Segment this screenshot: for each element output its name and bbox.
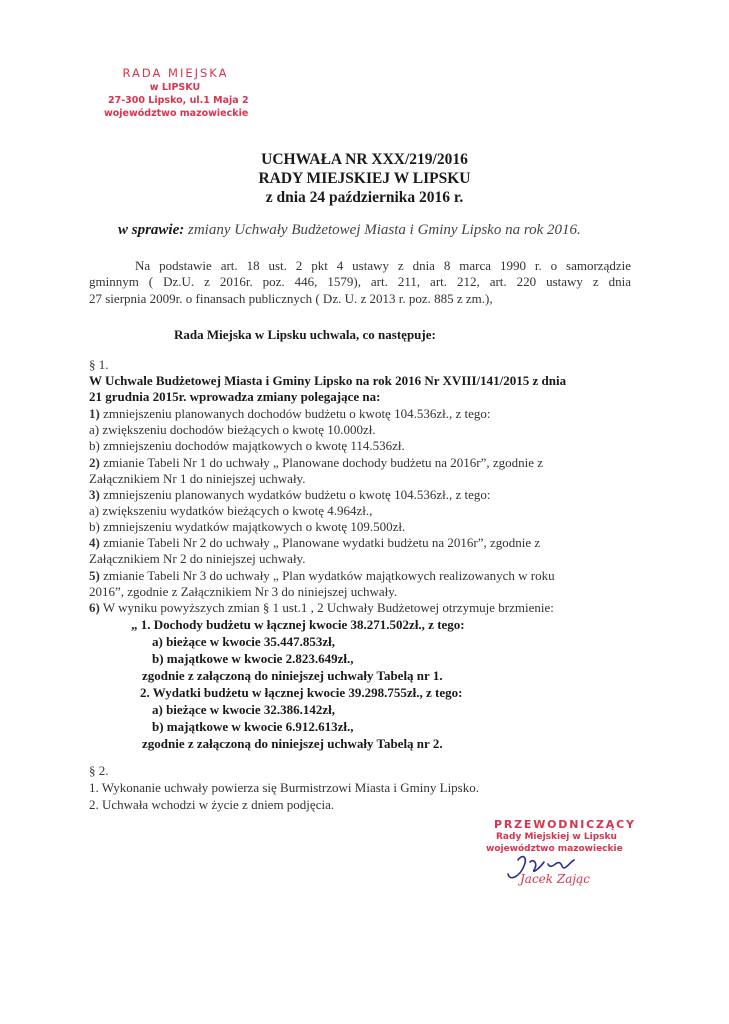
list-item: 6) W wyniku powyższych zmian § 1 ust.1 , 2 Uchwały Budżetowej otrzymuje brzmienie: — [89, 600, 554, 615]
resolution-issuer: RADY MIEJSKIEJ W LIPSKU — [258, 170, 471, 187]
list-item: Załącznikiem Nr 1 do niniejszej uchwały. — [89, 471, 306, 486]
list-item: 1) zmniejszeniu planowanych dochodów budżetu o kwotę 104.536zł., z tego: — [89, 406, 491, 421]
stamp-council-name: RADA MIEJSKA — [122, 66, 229, 80]
list-item: 1. Wykonanie uchwały powierza się Burmistrzowi Miasta i Gminy Lipsko. — [89, 780, 479, 795]
list-item: 4) zmianie Tabeli Nr 2 do uchwały „ Planowane wydatki budżetu na 2016r”, zgodnie z — [89, 535, 541, 550]
list-item: 3) zmniejszeniu planowanych wydatków budżetu o kwotę 104.536zł., z tego: — [89, 487, 491, 502]
expense-capital: b) majątkowe w kwocie 6.912.613zł., — [152, 719, 354, 734]
preamble-line: Na podstawie art. 18 ust. 2 pkt 4 ustawy z dnia 8 marca 1990 r. o samorządzie — [135, 258, 631, 273]
resolution-subject — [118, 222, 581, 239]
list-item: a) zwiększeniu wydatków bieżących o kwotę 4.964zł., — [89, 503, 373, 518]
list-item: 2) zmianie Tabeli Nr 1 do uchwały „ Planowane dochody budżetu na 2016r”, zgodnie z — [89, 455, 544, 470]
stamp-council-town: w LIPSKU — [149, 82, 201, 93]
expense-current: a) bieżące w kwocie 32.386.142zł, — [152, 702, 336, 717]
stamp-chairman-council: Rady Miejskiej w Lipsku — [496, 832, 617, 842]
list-item: Załącznikiem Nr 2 do niniejszej uchwały. — [89, 551, 306, 566]
list-item: 5) zmianie Tabeli Nr 3 do uchwały „ Plan wydatków majątkowych realizowanych w roku — [89, 568, 555, 583]
stamp-chairman-voivodeship: województwo mazowieckie — [486, 844, 623, 854]
income-total: „ 1. Dochody budżetu w łącznej kwocie 38.271.502zł., z tego: — [131, 617, 465, 632]
expense-reference: zgodnie z załączoną do niniejszej uchwały Tabelą nr 2. — [142, 736, 443, 751]
preamble-line: 27 sierpnia 2009r. o finansach publicznych ( Dz. U. z 2013 r. poz. 885 z zm.), — [89, 291, 493, 306]
income-reference: zgodnie z załączoną do niniejszej uchwały Tabelą nr 1. — [142, 668, 443, 683]
list-item: b) zmniejszeniu dochodów majątkowych o kwotę 114.536zł. — [89, 438, 405, 453]
section-heading: § 2. — [89, 763, 109, 778]
stamp-chairman-title: PRZEWODNICZĄCY — [494, 818, 636, 831]
list-item: 2016”, zgodnie z Załącznikiem Nr 3 do niniejszej uchwały. — [89, 584, 398, 599]
resolution-number: UCHWAŁA NR XXX/219/2016 — [261, 151, 468, 168]
stamp-council-voivodeship: województwo mazowieckie — [104, 108, 249, 119]
section-heading: § 1. — [89, 357, 109, 372]
subject-label: w sprawie: — [118, 222, 185, 238]
subject-text: zmiany Uchwały Budżetowej Miasta i Gminy Lipsko na rok 2016. — [184, 222, 581, 238]
section1-intro: 21 grudnia 2015r. wprowadza zmiany polegające na: — [89, 389, 381, 404]
resolution-intro: Rada Miejska w Lipsku uchwala, co następuje: — [174, 327, 436, 342]
expense-total: 2. Wydatki budżetu w łącznej kwocie 39.298.755zł., z tego: — [140, 685, 463, 700]
preamble-line: gminnym ( Dz.U. z 2016r. poz. 446, 1579), art. 211, art. 212, art. 220 ustawy z dnia — [89, 274, 631, 289]
income-current: a) bieżące w kwocie 35.447.853zł, — [152, 634, 336, 649]
list-item: 2. Uchwała wchodzi w życie z dniem podjęcia. — [89, 797, 335, 812]
stamp-council-address: 27-300 Lipsko, ul.1 Maja 2 — [108, 95, 249, 106]
income-capital: b) majątkowe w kwocie 2.823.649zł., — [152, 651, 354, 666]
list-item: a) zwiększeniu dochodów bieżących o kwotę 10.000zł. — [89, 422, 376, 437]
section1-intro: W Uchwale Budżetowej Miasta i Gminy Lipsko na rok 2016 Nr XVIII/141/2015 z dnia — [89, 373, 567, 388]
handwritten-signature — [500, 852, 610, 888]
list-item: b) zmniejszeniu wydatków majątkowych o kwotę 109.500zł. — [89, 519, 406, 534]
resolution-date: z dnia 24 października 2016 r. — [265, 189, 464, 206]
signature-name: Jacek Zając — [520, 872, 590, 886]
